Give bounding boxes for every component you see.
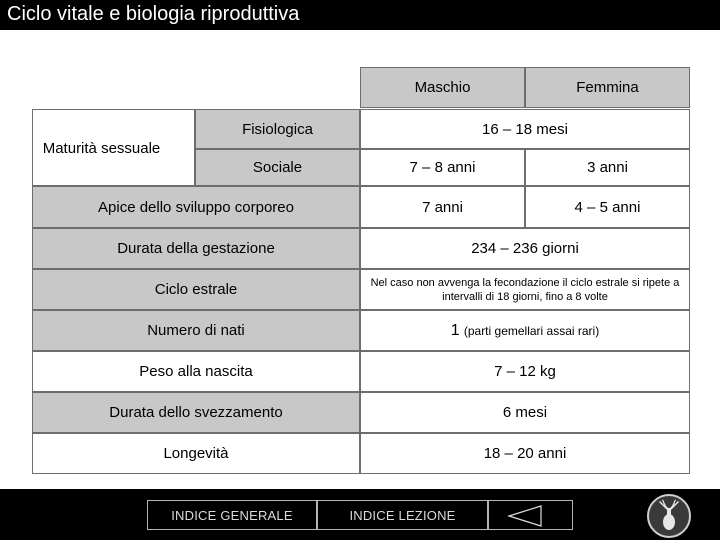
longevita-label: Longevità xyxy=(32,433,360,474)
nati-label: Numero di nati xyxy=(32,310,360,351)
ciclo-label: Ciclo estrale xyxy=(32,269,360,310)
gestazione-label: Durata della gestazione xyxy=(32,228,360,269)
title-bar xyxy=(0,0,720,30)
gestazione-value: 234 – 236 giorni xyxy=(360,228,690,269)
nati-value xyxy=(360,310,690,351)
sociale-label: Sociale xyxy=(195,149,360,186)
maturita-label xyxy=(32,109,195,186)
fisiologica-value: 16 – 18 mesi xyxy=(360,109,690,149)
back-button[interactable] xyxy=(488,500,573,530)
page-title: Ciclo vitale e biologia riproduttiva xyxy=(7,3,300,25)
ciclo-value: Nel caso non avvenga la fecondazione il ciclo estrale si ripete a intervalli di 18 giorni, fino a 8 volte xyxy=(360,269,690,310)
peso-value: 7 – 12 kg xyxy=(360,351,690,392)
apice-femmina: 4 – 5 anni xyxy=(525,186,690,228)
sociale-maschio: 7 – 8 anni xyxy=(360,149,525,186)
sociale-femmina: 3 anni xyxy=(525,149,690,186)
svezzamento-value: 6 mesi xyxy=(360,392,690,433)
indice-generale-button[interactable]: INDICE GENERALE xyxy=(147,500,317,530)
apice-maschio: 7 anni xyxy=(360,186,525,228)
peso-label: Peso alla nascita xyxy=(32,351,360,392)
maturita-label-text: Maturità sessuale xyxy=(42,140,161,157)
svezzamento-label: Durata dello svezzamento xyxy=(32,392,360,433)
header-femmina: Femmina xyxy=(525,67,690,108)
nati-number: 1 xyxy=(450,321,460,339)
fisiologica-label: Fisiologica xyxy=(195,109,360,149)
back-triangle-icon xyxy=(489,501,574,531)
deer-logo-icon[interactable] xyxy=(647,494,691,538)
indice-lezione-button[interactable]: INDICE LEZIONE xyxy=(317,500,488,530)
longevita-value: 18 – 20 anni xyxy=(360,433,690,474)
apice-label: Apice dello sviluppo corporeo xyxy=(32,186,360,228)
nati-note: (parti gemellari assai rari) xyxy=(463,323,600,338)
header-maschio: Maschio xyxy=(360,67,525,108)
